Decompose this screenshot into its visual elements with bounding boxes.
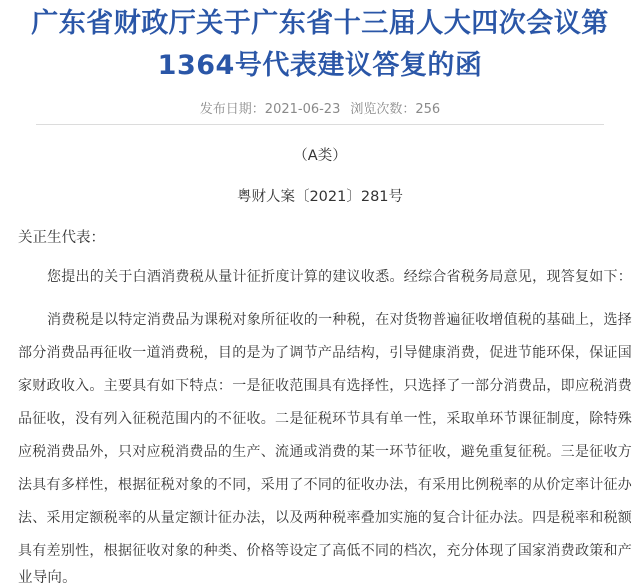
- document-title-line-2: 1364号代表建议答复的函: [157, 50, 483, 81]
- paragraph-line: 消费税是以特定消费品为课税对象所征收的一种税，在对货物普遍征收增值税的基础上，选择: [47, 312, 632, 328]
- paragraph-line: 应税消费品外，只对应税消费品的生产、流通或消费的某一环节征收，避免重复征税。三是征收方: [18, 444, 632, 460]
- paragraph-line: 部分消费品再征收一道消费税，目的是为了调节产品结构，引导健康消费，促进节能环保，保证国: [18, 345, 632, 361]
- paragraph-line: 品征收，没有列入征税范围内的不征收。二是征税环节具有单一性，采取单环节课征制度，除特殊: [18, 411, 632, 427]
- salutation: 关正生代表：: [18, 230, 105, 246]
- paragraph-line: 法、采用定额税率的从量定额计征办法，以及两种税率叠加实施的复合计征办法。四是税率和税额: [18, 510, 632, 526]
- paragraph-line: 具有差别性，根据征收对象的种类、价格等设定了高低不同的档次，充分体现了国家消费政策和产: [18, 543, 632, 559]
- document-meta: [0, 98, 640, 117]
- document-category: （A类）: [293, 148, 347, 164]
- view-count: 浏览次数：256: [350, 102, 441, 117]
- document-title-line-1: 广东省财政厅关于广东省十三届人大四次会议第: [31, 8, 609, 39]
- document-number: 粤财人案〔2021〕281号: [236, 189, 404, 205]
- divider: [36, 124, 604, 125]
- paragraph-line: 业导向。: [18, 570, 77, 586]
- paragraph-line: 法具有多样性，根据征税对象的不同，采用了不同的征收办法，有采用比例税率的从价定率计征办: [18, 477, 632, 493]
- paragraph-intro: 您提出的关于白酒消费税从量计征折度计算的建议收悉。经综合省税务局意见，现答复如下：: [47, 269, 632, 285]
- paragraph-line: 家财政收入。主要具有如下特点：一是征收范围具有选择性，只选择了一部分消费品，即应税消费: [18, 378, 632, 394]
- publish-date: 发布日期：2021-06-23: [199, 102, 341, 117]
